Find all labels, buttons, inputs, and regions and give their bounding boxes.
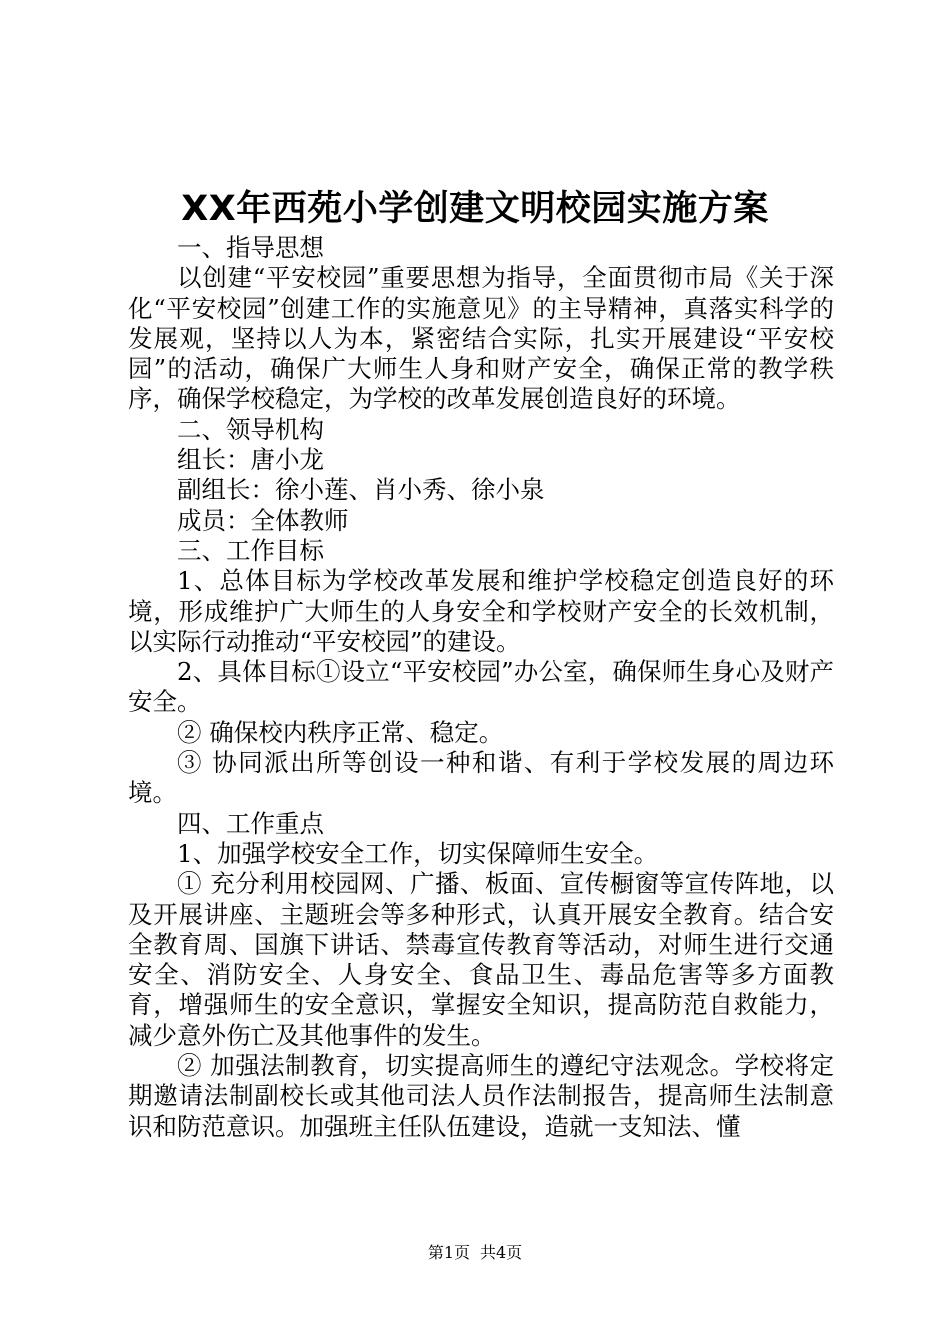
body-paragraph: 组长：唐小龙: [177, 445, 324, 475]
body-paragraph: ① 充分利用校园网、广播、板面、宣传橱窗等宣传阵地，以及开展讲座、主题班会等多种形式，认真开展安全教育。结合安全教育周、国旗下讲话、禁毒宣传教育等活动，对师生进行交通安全、消防安全、人身安全、食品卫生、毒品危害等多方面教育，增强师生的安全意识，掌握安全知识，提高防范自救能力，减少意外伤亡及其他事件的发生。: [128, 869, 834, 1050]
body-paragraph: 1、总体目标为学校改革发展和维护学校稳定创造良好的环境，形成维护广大师生的人身安全和学校财产安全的长效机制，以实际行动推动“平安校园”的建设。: [128, 566, 834, 656]
body-paragraph: 以创建“平安校园”重要思想为指导，全面贯彻市局《关于深化“平安校园”创建工作的实施意见》的主导精神，真落实科学的发展观，坚持以人为本，紧密结合实际，扎实开展建设“平安校园”的活动，确保广大师生人身和财产安全，确保正常的教学秩序，确保学校稳定，为学校的改革发展创造良好的环境。: [128, 263, 834, 414]
document-body: [128, 233, 834, 1142]
section-heading: 二、领导机构: [177, 414, 324, 444]
body-paragraph: 1、加强学校安全工作，切实保障师生安全。: [177, 838, 659, 868]
page-total: 共4页: [480, 1243, 523, 1262]
body-paragraph: 副组长：徐小莲、肖小秀、徐小泉: [177, 475, 545, 505]
page-footer: [0, 1242, 950, 1264]
body-paragraph: ③ 协同派出所等创设一种和谐、有利于学校发展的周边环境。: [128, 748, 834, 808]
body-paragraph: ② 加强法制教育，切实提高师生的遵纪守法观念。学校将定期邀请法制副校长或其他司法人员作法制报告，提高师生法制意识和防范意识。加强班主任队伍建设，造就一支知法、懂: [128, 1051, 834, 1141]
page-number: 第1页: [427, 1243, 470, 1262]
body-paragraph: 成员：全体教师: [177, 505, 349, 535]
section-heading: 一、指导思想: [177, 233, 324, 262]
section-heading: 四、工作重点: [177, 808, 324, 838]
body-paragraph: ② 确保校内秩序正常、稳定。: [177, 717, 504, 747]
document-title: XX年西苑小学创建文明校园实施方案: [181, 189, 769, 229]
section-heading: 三、工作目标: [177, 535, 324, 565]
body-paragraph: 2、具体目标①设立“平安校园”办公室，确保师生身心及财产安全。: [128, 657, 834, 717]
